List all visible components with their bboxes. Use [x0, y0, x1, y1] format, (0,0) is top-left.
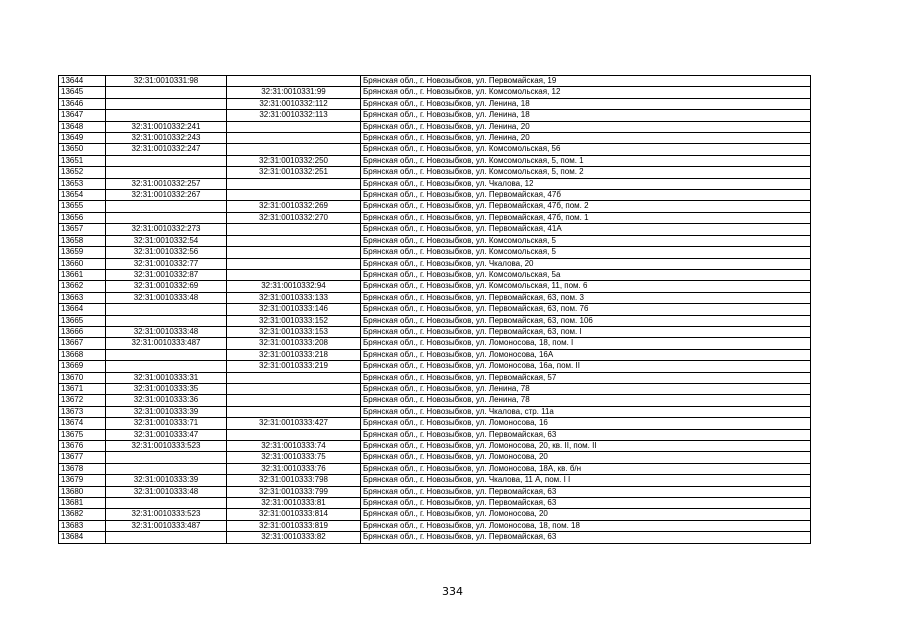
address-cell: Брянская обл., г. Новозыбков, ул. Первомайская, 57: [361, 372, 811, 383]
row-number-cell: 13670: [59, 372, 106, 383]
parcel-cadastral-number-cell: [106, 201, 227, 212]
address-cell: Брянская обл., г. Новозыбков, ул. Первомайская, 63, пом. 106: [361, 315, 811, 326]
parcel-cadastral-number-cell: 32:31:0010332:69: [106, 281, 227, 292]
row-number-cell: 13658: [59, 235, 106, 246]
row-number-cell: 13661: [59, 269, 106, 280]
row-number-cell: 13659: [59, 247, 106, 258]
address-cell: Брянская обл., г. Новозыбков, ул. Первомайская, 47б: [361, 190, 811, 201]
row-number-cell: 13652: [59, 167, 106, 178]
parcel-cadastral-number-cell: 32:31:0010333:71: [106, 418, 227, 429]
object-cadastral-number-cell: 32:31:0010333:219: [227, 361, 361, 372]
parcel-cadastral-number-cell: [106, 498, 227, 509]
object-cadastral-number-cell: 32:31:0010333:814: [227, 509, 361, 520]
table-row: [59, 326, 811, 337]
address-cell: Брянская обл., г. Новозыбков, ул. Комсомольская, 5: [361, 235, 811, 246]
object-cadastral-number-cell: 32:31:0010333:153: [227, 326, 361, 337]
table-row: [59, 155, 811, 166]
table-row: [59, 475, 811, 486]
row-number-cell: 13646: [59, 98, 106, 109]
row-number-cell: 13674: [59, 418, 106, 429]
table-row: [59, 201, 811, 212]
object-cadastral-number-cell: 32:31:0010333:75: [227, 452, 361, 463]
object-cadastral-number-cell: 32:31:0010333:218: [227, 349, 361, 360]
table-row: [59, 463, 811, 474]
parcel-cadastral-number-cell: 32:31:0010332:267: [106, 190, 227, 201]
table-row: [59, 212, 811, 223]
object-cadastral-number-cell: 32:31:0010333:819: [227, 520, 361, 531]
table-row: [59, 498, 811, 509]
table-row: [59, 167, 811, 178]
object-cadastral-number-cell: [227, 76, 361, 87]
object-cadastral-number-cell: 32:31:0010333:427: [227, 418, 361, 429]
object-cadastral-number-cell: [227, 224, 361, 235]
parcel-cadastral-number-cell: 32:31:0010332:54: [106, 235, 227, 246]
address-cell: Брянская обл., г. Новозыбков, ул. Ленина, 18: [361, 110, 811, 121]
address-cell: Брянская обл., г. Новозыбков, ул. Первомайская, 63: [361, 532, 811, 543]
table-row: [59, 532, 811, 543]
parcel-cadastral-number-cell: [106, 167, 227, 178]
row-number-cell: 13656: [59, 212, 106, 223]
address-cell: Брянская обл., г. Новозыбков, ул. Первомайская, 63: [361, 429, 811, 440]
row-number-cell: 13667: [59, 338, 106, 349]
parcel-cadastral-number-cell: 32:31:0010333:48: [106, 326, 227, 337]
object-cadastral-number-cell: 32:31:0010333:208: [227, 338, 361, 349]
row-number-cell: 13647: [59, 110, 106, 121]
object-cadastral-number-cell: 32:31:0010333:133: [227, 292, 361, 303]
table-row: [59, 486, 811, 497]
page-number: 334: [442, 585, 463, 598]
address-cell: Брянская обл., г. Новозыбков, ул. Ломоносова, 16А: [361, 349, 811, 360]
address-cell: Брянская обл., г. Новозыбков, ул. Чкалова, 11 А, пом. I I: [361, 475, 811, 486]
address-cell: Брянская обл., г. Новозыбков, ул. Комсомольская, 5, пом. 2: [361, 167, 811, 178]
object-cadastral-number-cell: 32:31:0010333:76: [227, 463, 361, 474]
table-row: [59, 315, 811, 326]
row-number-cell: 13682: [59, 509, 106, 520]
address-cell: Брянская обл., г. Новозыбков, ул. Ленина, 78: [361, 395, 811, 406]
object-cadastral-number-cell: 32:31:0010333:152: [227, 315, 361, 326]
row-number-cell: 13648: [59, 121, 106, 132]
address-cell: Брянская обл., г. Новозыбков, ул. Ломоносова, 20: [361, 452, 811, 463]
table-row: [59, 144, 811, 155]
table-row: [59, 292, 811, 303]
parcel-cadastral-number-cell: 32:31:0010333:523: [106, 441, 227, 452]
object-cadastral-number-cell: 32:31:0010333:799: [227, 486, 361, 497]
object-cadastral-number-cell: [227, 406, 361, 417]
address-cell: Брянская обл., г. Новозыбков, ул. Комсомольская, 56: [361, 144, 811, 155]
row-number-cell: 13683: [59, 520, 106, 531]
parcel-cadastral-number-cell: 32:31:0010333:39: [106, 406, 227, 417]
address-cell: Брянская обл., г. Новозыбков, ул. Ломоносова, 18А, кв. б/н: [361, 463, 811, 474]
object-cadastral-number-cell: [227, 178, 361, 189]
row-number-cell: 13666: [59, 326, 106, 337]
parcel-cadastral-number-cell: 32:31:0010333:36: [106, 395, 227, 406]
address-cell: Брянская обл., г. Новозыбков, ул. Ломоносова, 18, пом. 18: [361, 520, 811, 531]
object-cadastral-number-cell: [227, 247, 361, 258]
row-number-cell: 13653: [59, 178, 106, 189]
table-row: [59, 224, 811, 235]
parcel-cadastral-number-cell: [106, 212, 227, 223]
object-cadastral-number-cell: 32:31:0010332:112: [227, 98, 361, 109]
parcel-cadastral-number-cell: [106, 87, 227, 98]
parcel-cadastral-number-cell: 32:31:0010333:48: [106, 292, 227, 303]
registry-table: [58, 75, 811, 544]
address-cell: Брянская обл., г. Новозыбков, ул. Комсомольская, 12: [361, 87, 811, 98]
table-row: [59, 281, 811, 292]
address-cell: Брянская обл., г. Новозыбков, ул. Первомайская, 47б, пом. 1: [361, 212, 811, 223]
object-cadastral-number-cell: [227, 269, 361, 280]
row-number-cell: 13681: [59, 498, 106, 509]
parcel-cadastral-number-cell: 32:31:0010332:273: [106, 224, 227, 235]
object-cadastral-number-cell: 32:31:0010332:269: [227, 201, 361, 212]
address-cell: Брянская обл., г. Новозыбков, ул. Чкалова, 20: [361, 258, 811, 269]
row-number-cell: 13657: [59, 224, 106, 235]
address-cell: Брянская обл., г. Новозыбков, ул. Первомайская, 63, пом. 76: [361, 304, 811, 315]
object-cadastral-number-cell: 32:31:0010333:82: [227, 532, 361, 543]
parcel-cadastral-number-cell: 32:31:0010332:56: [106, 247, 227, 258]
address-cell: Брянская обл., г. Новозыбков, ул. Ломоносова, 18, пом. I: [361, 338, 811, 349]
object-cadastral-number-cell: 32:31:0010332:250: [227, 155, 361, 166]
parcel-cadastral-number-cell: 32:31:0010331:98: [106, 76, 227, 87]
parcel-cadastral-number-cell: [106, 463, 227, 474]
address-cell: Брянская обл., г. Новозыбков, ул. Чкалова, 12: [361, 178, 811, 189]
row-number-cell: 13675: [59, 429, 106, 440]
row-number-cell: 13680: [59, 486, 106, 497]
parcel-cadastral-number-cell: [106, 361, 227, 372]
object-cadastral-number-cell: 32:31:0010333:81: [227, 498, 361, 509]
row-number-cell: 13676: [59, 441, 106, 452]
object-cadastral-number-cell: [227, 235, 361, 246]
parcel-cadastral-number-cell: [106, 532, 227, 543]
row-number-cell: 13662: [59, 281, 106, 292]
table-row: [59, 520, 811, 531]
table-row: [59, 441, 811, 452]
table-row: [59, 76, 811, 87]
parcel-cadastral-number-cell: 32:31:0010332:87: [106, 269, 227, 280]
object-cadastral-number-cell: 32:31:0010332:94: [227, 281, 361, 292]
object-cadastral-number-cell: [227, 190, 361, 201]
address-cell: Брянская обл., г. Новозыбков, ул. Комсомольская, 5а: [361, 269, 811, 280]
address-cell: Брянская обл., г. Новозыбков, ул. Первомайская, 19: [361, 76, 811, 87]
parcel-cadastral-number-cell: 32:31:0010333:31: [106, 372, 227, 383]
address-cell: Брянская обл., г. Новозыбков, ул. Комсомольская, 5, пом. 1: [361, 155, 811, 166]
parcel-cadastral-number-cell: [106, 155, 227, 166]
address-cell: Брянская обл., г. Новозыбков, ул. Первомайская, 63: [361, 498, 811, 509]
table-row: [59, 395, 811, 406]
object-cadastral-number-cell: [227, 144, 361, 155]
row-number-cell: 13678: [59, 463, 106, 474]
table-row: [59, 509, 811, 520]
address-cell: Брянская обл., г. Новозыбков, ул. Ленина, 78: [361, 383, 811, 394]
table-row: [59, 121, 811, 132]
parcel-cadastral-number-cell: [106, 452, 227, 463]
table-row: [59, 349, 811, 360]
parcel-cadastral-number-cell: 32:31:0010333:48: [106, 486, 227, 497]
row-number-cell: 13671: [59, 383, 106, 394]
object-cadastral-number-cell: 32:31:0010332:113: [227, 110, 361, 121]
row-number-cell: 13679: [59, 475, 106, 486]
parcel-cadastral-number-cell: [106, 304, 227, 315]
object-cadastral-number-cell: [227, 383, 361, 394]
table-row: [59, 452, 811, 463]
address-cell: Брянская обл., г. Новозыбков, ул. Комсомольская, 11, пом. 6: [361, 281, 811, 292]
parcel-cadastral-number-cell: [106, 110, 227, 121]
parcel-cadastral-number-cell: 32:31:0010333:487: [106, 520, 227, 531]
table-row: [59, 98, 811, 109]
address-cell: Брянская обл., г. Новозыбков, ул. Чкалова, стр. 11а: [361, 406, 811, 417]
row-number-cell: 13672: [59, 395, 106, 406]
table-row: [59, 361, 811, 372]
address-cell: Брянская обл., г. Новозыбков, ул. Первомайская, 63, пом. I: [361, 326, 811, 337]
object-cadastral-number-cell: [227, 258, 361, 269]
object-cadastral-number-cell: [227, 121, 361, 132]
registry-table-body: [59, 76, 811, 544]
parcel-cadastral-number-cell: 32:31:0010333:487: [106, 338, 227, 349]
row-number-cell: 13645: [59, 87, 106, 98]
row-number-cell: 13669: [59, 361, 106, 372]
table-row: [59, 406, 811, 417]
parcel-cadastral-number-cell: 32:31:0010332:241: [106, 121, 227, 132]
address-cell: Брянская обл., г. Новозыбков, ул. Первомайская, 63, пом. 3: [361, 292, 811, 303]
parcel-cadastral-number-cell: 32:31:0010333:523: [106, 509, 227, 520]
address-cell: Брянская обл., г. Новозыбков, ул. Ленина, 20: [361, 121, 811, 132]
table-row: [59, 110, 811, 121]
row-number-cell: 13677: [59, 452, 106, 463]
row-number-cell: 13655: [59, 201, 106, 212]
table-row: [59, 418, 811, 429]
table-row: [59, 269, 811, 280]
object-cadastral-number-cell: 32:31:0010333:146: [227, 304, 361, 315]
row-number-cell: 13673: [59, 406, 106, 417]
row-number-cell: 13668: [59, 349, 106, 360]
row-number-cell: 13664: [59, 304, 106, 315]
parcel-cadastral-number-cell: 32:31:0010333:35: [106, 383, 227, 394]
parcel-cadastral-number-cell: 32:31:0010333:39: [106, 475, 227, 486]
object-cadastral-number-cell: 32:31:0010332:251: [227, 167, 361, 178]
object-cadastral-number-cell: 32:31:0010333:798: [227, 475, 361, 486]
table-row: [59, 190, 811, 201]
object-cadastral-number-cell: 32:31:0010331:99: [227, 87, 361, 98]
row-number-cell: 13650: [59, 144, 106, 155]
row-number-cell: 13654: [59, 190, 106, 201]
parcel-cadastral-number-cell: [106, 315, 227, 326]
table-row: [59, 372, 811, 383]
row-number-cell: 13651: [59, 155, 106, 166]
parcel-cadastral-number-cell: [106, 98, 227, 109]
address-cell: Брянская обл., г. Новозыбков, ул. Первомайская, 41А: [361, 224, 811, 235]
address-cell: Брянская обл., г. Новозыбков, ул. Ленина, 18: [361, 98, 811, 109]
table-row: [59, 304, 811, 315]
address-cell: Брянская обл., г. Новозыбков, ул. Комсомольская, 5: [361, 247, 811, 258]
parcel-cadastral-number-cell: 32:31:0010332:77: [106, 258, 227, 269]
table-row: [59, 178, 811, 189]
parcel-cadastral-number-cell: 32:31:0010332:257: [106, 178, 227, 189]
table-row: [59, 247, 811, 258]
address-cell: Брянская обл., г. Новозыбков, ул. Первомайская, 47б, пом. 2: [361, 201, 811, 212]
table-row: [59, 338, 811, 349]
parcel-cadastral-number-cell: 32:31:0010332:243: [106, 133, 227, 144]
object-cadastral-number-cell: [227, 133, 361, 144]
object-cadastral-number-cell: 32:31:0010332:270: [227, 212, 361, 223]
address-cell: Брянская обл., г. Новозыбков, ул. Ломоносова, 16: [361, 418, 811, 429]
table-row: [59, 133, 811, 144]
address-cell: Брянская обл., г. Новозыбков, ул. Ломоносова, 20, кв. II, пом. II: [361, 441, 811, 452]
address-cell: Брянская обл., г. Новозыбков, ул. Ленина, 20: [361, 133, 811, 144]
row-number-cell: 13665: [59, 315, 106, 326]
table-row: [59, 258, 811, 269]
row-number-cell: 13663: [59, 292, 106, 303]
row-number-cell: 13660: [59, 258, 106, 269]
row-number-cell: 13644: [59, 76, 106, 87]
object-cadastral-number-cell: [227, 429, 361, 440]
parcel-cadastral-number-cell: 32:31:0010333:47: [106, 429, 227, 440]
table-row: [59, 235, 811, 246]
object-cadastral-number-cell: 32:31:0010333:74: [227, 441, 361, 452]
row-number-cell: 13684: [59, 532, 106, 543]
parcel-cadastral-number-cell: 32:31:0010332:247: [106, 144, 227, 155]
address-cell: Брянская обл., г. Новозыбков, ул. Первомайская, 63: [361, 486, 811, 497]
address-cell: Брянская обл., г. Новозыбков, ул. Ломоносова, 20: [361, 509, 811, 520]
address-cell: Брянская обл., г. Новозыбков, ул. Ломоносова, 16а, пом. II: [361, 361, 811, 372]
table-row: [59, 429, 811, 440]
table-row: [59, 87, 811, 98]
table-row: [59, 383, 811, 394]
row-number-cell: 13649: [59, 133, 106, 144]
object-cadastral-number-cell: [227, 372, 361, 383]
object-cadastral-number-cell: [227, 395, 361, 406]
parcel-cadastral-number-cell: [106, 349, 227, 360]
